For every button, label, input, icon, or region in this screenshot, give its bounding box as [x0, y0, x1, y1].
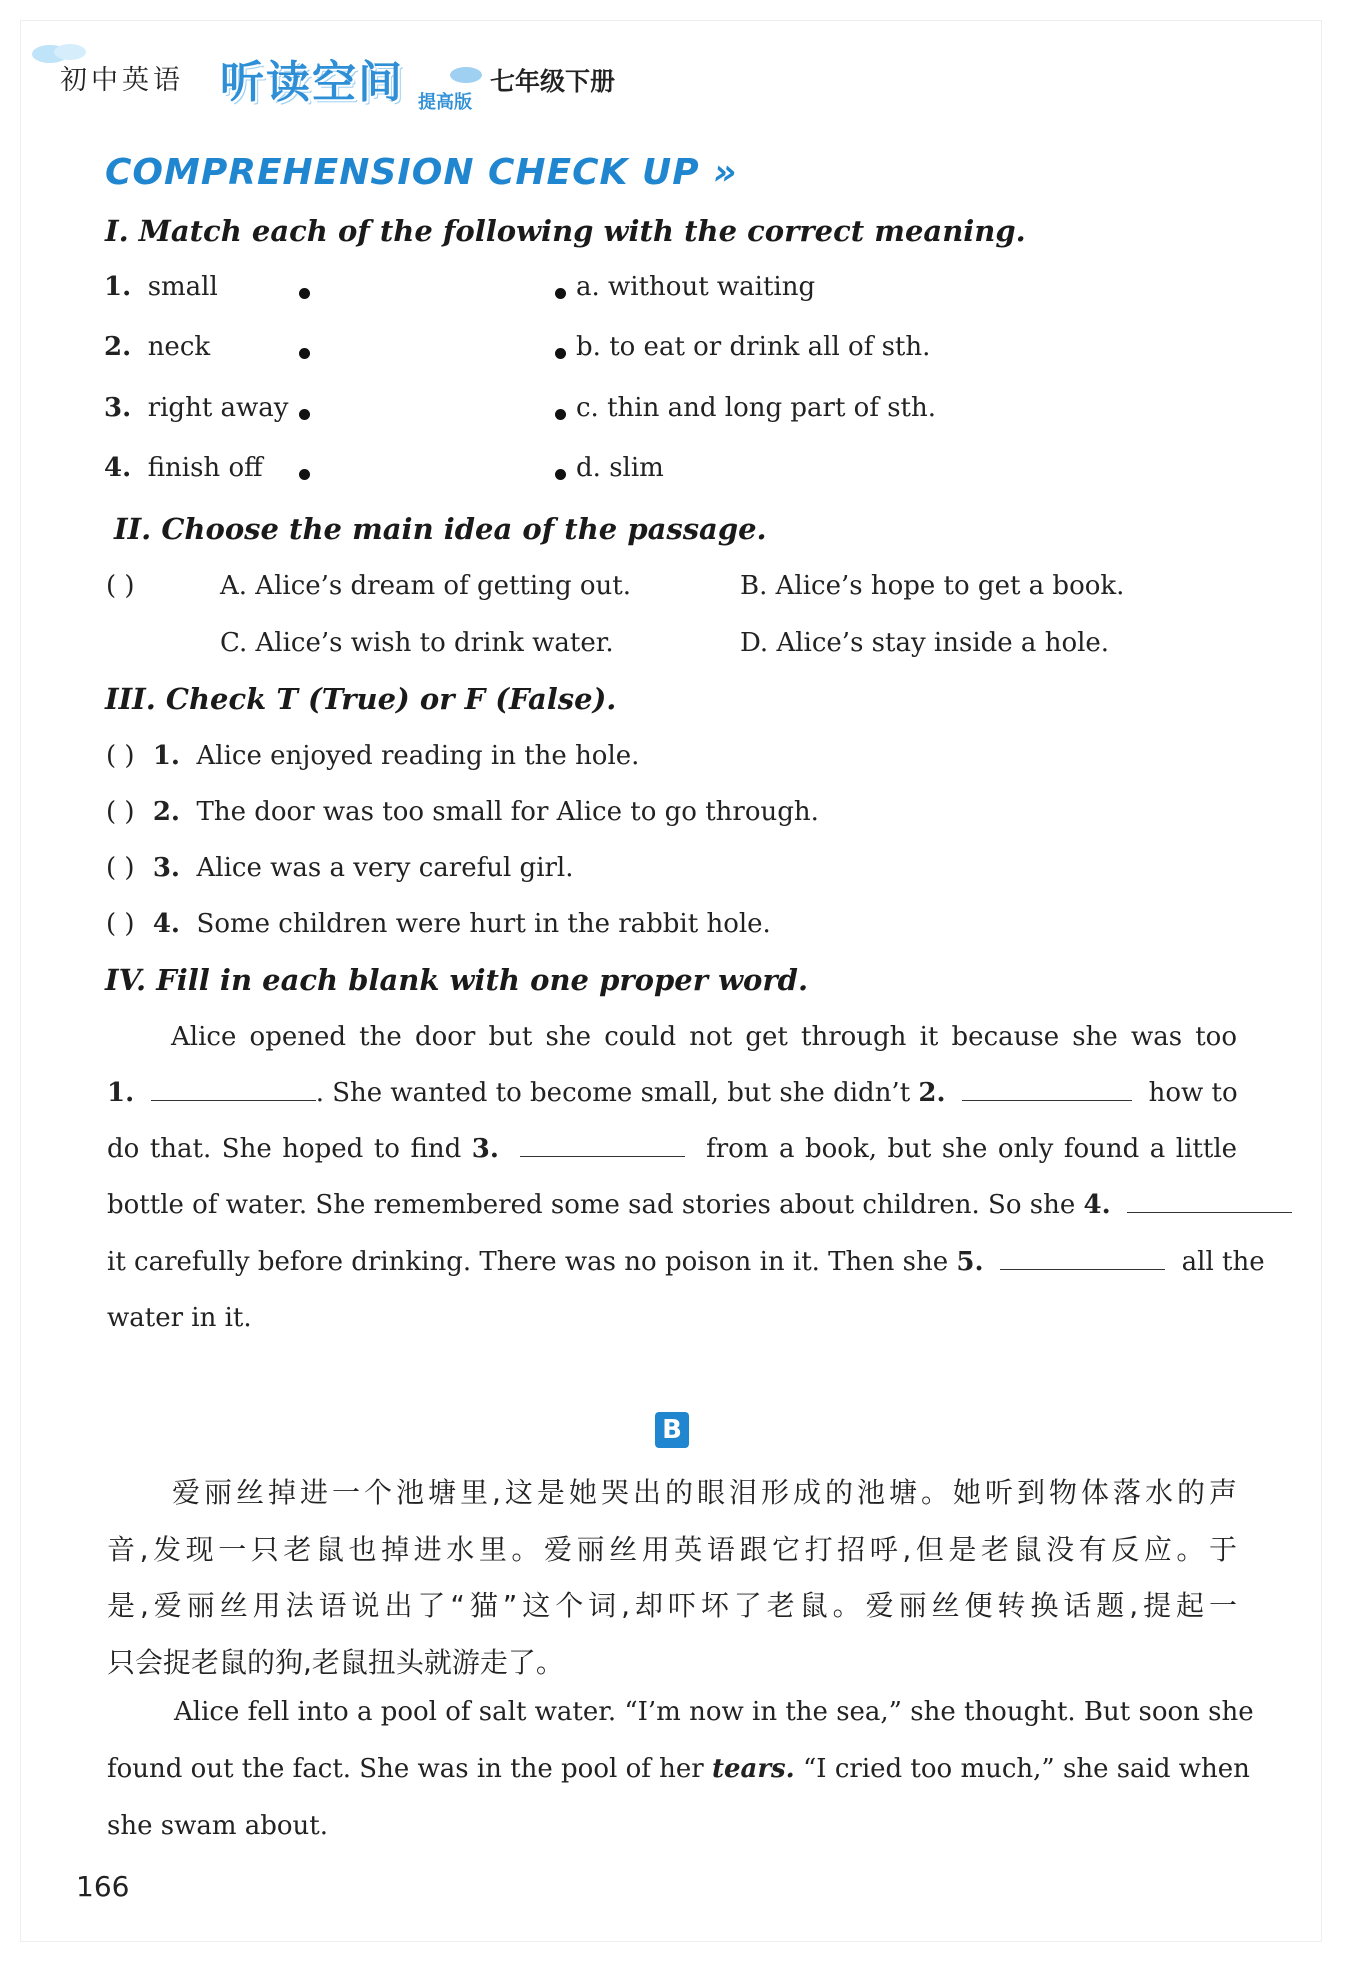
match-row-3 [104, 393, 288, 423]
answer-paren[interactable]: ( ) [106, 797, 135, 827]
item-number: 3. [152, 853, 180, 883]
part1-heading: I. Match each of the following with the correct meaning. [105, 214, 1026, 248]
match-row-1 [104, 272, 218, 302]
match-row-4 [104, 453, 263, 483]
grade-label: 七年级下册 [490, 67, 616, 96]
story-line-1: Alice fell into a pool of salt water. “I’m now in the sea,” she thought. But soon she [174, 1697, 1254, 1727]
cloze-text: do that. She hoped to find [107, 1134, 462, 1164]
chinese-summary-line-1: 爱丽丝掉进一个池塘里,这是她哭出的眼泪形成的池塘。她听到物体落水的声 [172, 1476, 1237, 1509]
chinese-summary-line-4: 只会捉老鼠的狗,老鼠扭头就游走了。 [107, 1646, 564, 1679]
meaning-letter: d. [576, 453, 601, 483]
blank-1[interactable] [151, 1078, 316, 1101]
statement-text: Alice was a very careful girl. [196, 853, 574, 883]
match-word: neck [147, 332, 211, 362]
story-line-2 [107, 1754, 1250, 1784]
option-a[interactable]: A. Alice’s dream of getting out. [220, 571, 631, 601]
chinese-summary-line-3: 是,爱丽丝用法语说出了“猫”这个词,却吓坏了老鼠。爱丽丝便转换话题,提起一 [107, 1589, 1237, 1622]
chinese-summary-line-2: 音,发现一只老鼠也掉进水里。爱丽丝用英语跟它打招呼,但是老鼠没有反应。于 [107, 1533, 1237, 1566]
match-meaning-d [576, 453, 664, 483]
story-text: “I cried too much,” she said when [803, 1754, 1250, 1784]
item-number: 1. [152, 741, 180, 771]
match-meaning-c [576, 393, 936, 423]
cloze-line-4 [107, 1190, 1237, 1220]
match-word: right away [147, 393, 289, 423]
cloze-text: it carefully before drinking. There was no poison in it. Then she [107, 1247, 949, 1277]
section-b-badge: B [655, 1412, 689, 1448]
match-word: finish off [147, 453, 263, 483]
statement-text: Alice enjoyed reading in the hole. [196, 741, 640, 771]
match-word: small [147, 272, 218, 302]
blank-number: 4. [1083, 1190, 1111, 1220]
meaning-letter: b. [576, 332, 601, 362]
match-dot-left[interactable] [299, 288, 310, 299]
match-dot-right[interactable] [555, 288, 566, 299]
section-title: COMPREHENSION CHECK UP » [105, 152, 738, 193]
story-text: found out the fact. She was in the pool of her [107, 1754, 704, 1784]
match-meaning-b [576, 332, 930, 362]
tf-row-1 [106, 741, 639, 771]
blank-number: 3. [471, 1134, 499, 1164]
cloze-text: . She wanted to become small, but she didn’t [315, 1078, 911, 1108]
item-number: 3. [104, 393, 132, 423]
cloze-line-5 [107, 1247, 1265, 1277]
item-number: 4. [104, 453, 132, 483]
blank-2[interactable] [962, 1078, 1132, 1101]
blank-number: 1. [107, 1078, 135, 1108]
cloze-text: from a book, but she only found a little [706, 1134, 1238, 1164]
blank-number: 2. [918, 1078, 946, 1108]
blank-5[interactable] [1000, 1247, 1165, 1270]
answer-paren[interactable]: ( ) [106, 571, 135, 601]
tf-row-2 [106, 797, 819, 827]
match-meaning-a [576, 272, 815, 302]
cloze-text: how to [1148, 1078, 1238, 1108]
meaning-text: to eat or drink all of sth. [609, 332, 931, 362]
meaning-letter: c. [576, 393, 599, 423]
match-dot-left[interactable] [299, 409, 310, 420]
meaning-letter: a. [576, 272, 600, 302]
cloze-line-6: water in it. [107, 1303, 252, 1333]
blank-3[interactable] [520, 1134, 685, 1157]
part4-heading: IV. Fill in each blank with one proper word. [105, 963, 809, 997]
answer-paren[interactable]: ( ) [106, 853, 135, 883]
statement-text: Some children were hurt in the rabbit hole. [196, 909, 771, 939]
cloze-line-1: Alice opened the door but she could not get through it because she was too [171, 1022, 1237, 1052]
tf-row-3 [106, 853, 574, 883]
part3-heading: III. Check T (True) or F (False). [105, 682, 617, 716]
cloze-text: bottle of water. She remembered some sad stories about children. So she [107, 1190, 1076, 1220]
answer-paren[interactable]: ( ) [106, 741, 135, 771]
cloze-line-3 [107, 1134, 1237, 1164]
meaning-text: without waiting [608, 272, 816, 302]
option-c[interactable]: C. Alice’s wish to drink water. [220, 628, 614, 658]
match-dot-left[interactable] [299, 469, 310, 480]
part2-heading: II. Choose the main idea of the passage. [114, 512, 767, 546]
item-number: 4. [152, 909, 180, 939]
tf-row-4 [106, 909, 771, 939]
statement-text: The door was too small for Alice to go through. [196, 797, 819, 827]
edition-label: 提高版 [418, 92, 472, 113]
item-number: 1. [104, 272, 132, 302]
cloud-small-icon [448, 64, 484, 86]
meaning-text: slim [609, 453, 664, 483]
meaning-text: thin and long part of sth. [607, 393, 937, 423]
book-series-title: 初中英语 [60, 65, 184, 96]
option-b[interactable]: B. Alice’s hope to get a book. [740, 571, 1125, 601]
item-number: 2. [104, 332, 132, 362]
page-number: 166 [76, 1870, 130, 1903]
story-line-3: she swam about. [107, 1811, 329, 1841]
match-dot-right[interactable] [555, 469, 566, 480]
match-dot-right[interactable] [555, 409, 566, 420]
glossary-word: tears. [711, 1754, 795, 1784]
match-dot-left[interactable] [299, 348, 310, 359]
answer-paren[interactable]: ( ) [106, 909, 135, 939]
option-d[interactable]: D. Alice’s stay inside a hole. [740, 628, 1110, 658]
match-dot-right[interactable] [555, 348, 566, 359]
brand-title: 听读空间 [220, 57, 404, 108]
blank-4[interactable] [1127, 1190, 1292, 1213]
cloze-text: all the [1181, 1247, 1265, 1277]
match-row-2 [104, 332, 210, 362]
blank-number: 5. [956, 1247, 984, 1277]
item-number: 2. [152, 797, 180, 827]
cloze-line-2 [107, 1078, 1237, 1108]
